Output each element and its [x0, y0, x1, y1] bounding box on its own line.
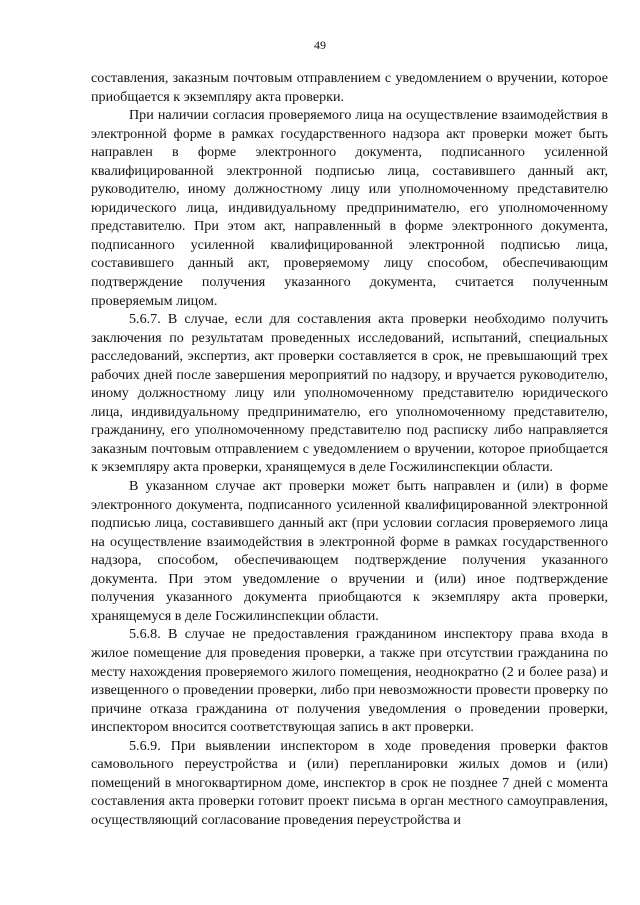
- document-body: [91, 69, 608, 829]
- paragraph-5-6-7: 5.6.7. В случае, если для составления акта проверки необходимо получить заключения по результатам проведенных исследований, испытаний, специальных расследований, экспертиз, акт проверки составляется в срок, не превышающий трех рабочих дней после завершения мероприятий по надзору, и вручается руководителю, иному должностному лицу или уполномоченному представителю юридического лица, индивидуальному предпринимателю, его уполномоченному представителю, гражданину, его уполномоченному представителю под расписку либо направляется заказным почтовым отправлением с уведомлением о вручении, которое приобщается к экземпляру акта проверки, хранящемуся в деле Госжилинспекции области.: [91, 311, 608, 476]
- paragraph-electronic-consent: При наличии согласия проверяемого лица на осуществление взаимодействия в электронной форме в рамках государственного надзора акт проверки может быть направлен в форме электронного документа, подписанного усиленной квалифицированной электронной подписью лица, составившего данный акт, руководителю, иному должностному лицу или уполномоченному представителю юридического лица, индивидуальному предпринимателю, его уполномоченному представителю. При этом акт, направленный в форме электронного документа, подписанного усиленной квалифицированной электронной подписью лица, составившего данный акт, проверяемому лицу способом, обеспечивающим подтверждение получения указанного документа, считается полученным проверяемым лицом.: [91, 107, 608, 309]
- paragraph-electronic-delivery: В указанном случае акт проверки может быть направлен и (или) в форме электронного документа, подписанного усиленной квалифицированной электронной подписью лица, составившего данный акт (при условии согласия проверяемого лица на осуществление взаимодействия в электронной форме в рамках государственного надзора, способом, обеспечивающем подтверждение получения указанного документа. При этом уведомление о вручении и (или) иное подтверждение получения указанного документа приобщаются к экземпляру акта проверки, хранящемуся в деле Госжилинспекции области.: [91, 478, 608, 624]
- page-number: 49: [314, 38, 326, 52]
- paragraph-5-6-9: 5.6.9. При выявлении инспектором в ходе проведения проверки фактов самовольного переустройства и (или) перепланировки жилых домов и (или) помещений в многоквартирном доме, инспектор в срок не позднее 7 дней с момента составления акта проверки готовит проект письма в орган местного самоуправления, осуществляющий согласование проведения переустройства и: [91, 737, 608, 828]
- paragraph-5-6-8: 5.6.8. В случае не предоставления гражданином инспектору права входа в жилое помещение для проведения проверки, а также при отсутствии гражданина по месту нахождения проверяемого жилого помещения, неоднократно (2 и более раза) и извещенного о проведении проверки, либо при невозможности провести проверку по причине отказа гражданина от получения уведомления о проведении проверки, инспектором вносится соответствующая запись в акт проверки.: [91, 626, 608, 736]
- paragraph-delivery-method: составления, заказным почтовым отправлением с уведомлением о вручении, которое приобщается к экземпляру акта проверки.: [91, 70, 608, 105]
